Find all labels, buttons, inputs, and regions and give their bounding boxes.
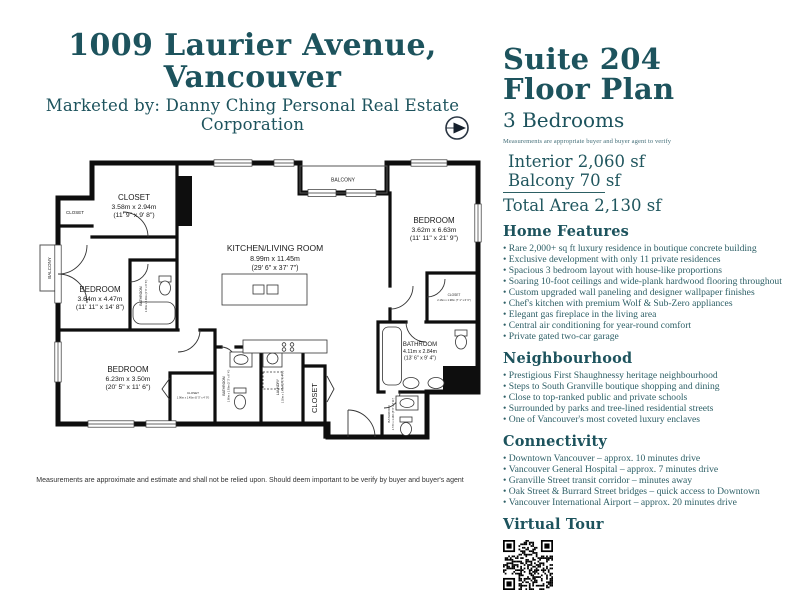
page-title: 1009 Laurier Avenue, Vancouver — [68, 28, 437, 95]
balcony-area: Balcony 70 sf — [508, 171, 621, 190]
room-label: BEDROOM — [79, 285, 121, 294]
room-dim: 1.96m x 1.45m (6' 5" x 4' 9") — [176, 396, 210, 400]
section-heading: Home Features — [503, 223, 629, 240]
room-label: CLOSET — [447, 293, 461, 297]
feature-item: • Spacious 3 bedroom layout with house-like proportions — [503, 265, 797, 276]
room-dim: 3.58m x 2.94m — [111, 204, 157, 211]
feature-item: • Custom upgraded wall paneling and designer wallpaper finishes — [503, 287, 797, 298]
disclaimer-text: Measurements are approximate and estimate and shall not be relied upon. Should deem important to be verify by buyer and buyer's agent — [36, 477, 464, 484]
feature-item: • Exclusive development with only 11 private residences — [503, 254, 797, 265]
room-label: BEDROOM — [107, 365, 149, 374]
verify-note: Measurements are appropriate buyer and buyer agent to verify — [503, 138, 672, 145]
room-label: CLOSET — [117, 193, 151, 202]
section-connectivity — [503, 433, 797, 508]
room-dim: (11' 11" x 21' 9") — [409, 235, 459, 242]
section-heading: Connectivity — [503, 433, 608, 450]
north-arrow-icon — [441, 112, 473, 144]
connectivity-item: • Downtown Vancouver – approx. 10 minutes drive — [503, 453, 797, 464]
connectivity-list — [503, 453, 797, 508]
neighbourhood-item: • Prestigious First Shaughnessy heritage neighbourhood — [503, 370, 797, 381]
feature-item: • Chef's kitchen with premium Wolf & Sub-Zero appliances — [503, 298, 797, 309]
neighbourhood-item: • Steps to South Granville boutique shopping and dining — [503, 381, 797, 392]
room-label: CLOSET — [310, 382, 319, 414]
virtual-tour-heading: Virtual Tour — [503, 516, 604, 533]
connectivity-item: • Granville Street transit corridor – minutes away — [503, 475, 797, 486]
room-dim: 1.60m x 1.93m (5' 3" x 6' 4") — [227, 369, 231, 403]
room-label: BATHROOM — [139, 286, 143, 306]
feature-item: • Rare 2,000+ sq ft luxury residence in boutique concrete building — [503, 243, 797, 254]
room-dim: 3.62m x 6.63m — [411, 227, 457, 234]
room-label: KITCHEN/LIVING ROOM — [226, 243, 324, 253]
room-label: BATHROOM — [402, 342, 438, 348]
suite-title-line2: Floor Plan — [503, 72, 675, 106]
neighbourhood-item: • One of Vancouver's most coveted luxury enclaves — [503, 414, 797, 425]
room-dim: 2.16m x 1.98m (7' 1" x 6' 6") — [437, 299, 471, 302]
room-dim: 8.99m x 11.45m — [250, 256, 300, 263]
neighbourhood-item: • Surrounded by parks and tree-lined residential streets — [503, 403, 797, 414]
section-virtual-tour — [503, 516, 797, 594]
feature-item: • Central air conditioning for year-round comfort — [503, 320, 797, 331]
floor-plan — [28, 146, 493, 476]
feature-item: • Soaring 10-foot ceilings and wide-plank hardwood flooring throughout — [503, 276, 797, 287]
room-dim: 4.11m x 2.84m — [403, 349, 437, 355]
room-dim: (11' 11" x 14' 8") — [75, 304, 125, 311]
room-label: BATHROOM — [387, 405, 391, 423]
page-subtitle: Marketed by: Danny Ching Personal Real Estate Corporation — [45, 96, 460, 134]
feature-item: • Elegant gas fireplace in the living area — [503, 309, 797, 320]
header — [0, 30, 505, 134]
connectivity-item: • Vancouver International Airport – approx. 20 minutes drive — [503, 497, 797, 508]
room-dim: (29' 6" x 37' 7") — [251, 265, 299, 272]
section-home-features — [503, 223, 797, 342]
room-dim: (20' 5" x 11' 6") — [105, 384, 151, 391]
room-dim: (11' 9" x 9' 8") — [113, 212, 155, 219]
room-dim: 6.23m x 3.50m — [105, 376, 151, 383]
room-label: CLOSET — [65, 210, 85, 215]
neighbourhood-list — [503, 370, 797, 425]
room-label: BATHROOM — [222, 376, 226, 396]
feature-item: • Private gated two-car garage — [503, 331, 797, 342]
room-dim: 1.46m x 2.90m (4' 9" x 9' 6") — [145, 279, 148, 313]
total-area: Total Area 2,130 sf — [503, 196, 662, 215]
interior-area: Interior 2,060 sf — [508, 152, 645, 171]
connectivity-item: • Vancouver General Hospital – approx. 7 minutes drive — [503, 464, 797, 475]
section-heading: Neighbourhood — [503, 350, 633, 367]
sum-divider — [503, 192, 605, 193]
qr-code — [503, 540, 553, 590]
neighbourhood-item: • Close to top-ranked public and private schools — [503, 392, 797, 403]
room-label: CLOSET — [186, 391, 200, 395]
room-label: BALCONY — [47, 257, 52, 279]
room-dim: 1.55m x 1.46m (5' 1" x 4' 9") — [281, 370, 285, 404]
room-label: BALCONY — [331, 177, 355, 184]
feature-list — [503, 243, 797, 342]
area-summary — [503, 152, 797, 215]
room-label: BEDROOM — [413, 216, 455, 225]
connectivity-item: • Oak Street & Burrard Street bridges – quick access to Downtown — [503, 486, 797, 497]
section-neighbourhood — [503, 350, 797, 425]
room-dim: 1.77m x 1.19m (5' 9" x 3' 11") — [392, 397, 395, 431]
room-label: LAUNDRY — [276, 378, 280, 396]
bedrooms-count: 3 Bedrooms — [503, 108, 625, 132]
room-dim: 3.64m x 4.47m — [77, 296, 123, 303]
room-dim: (13' 6" x 9' 4") — [404, 355, 436, 362]
info-panel — [503, 44, 797, 594]
suite-title-line1: Suite 204 — [503, 42, 662, 76]
